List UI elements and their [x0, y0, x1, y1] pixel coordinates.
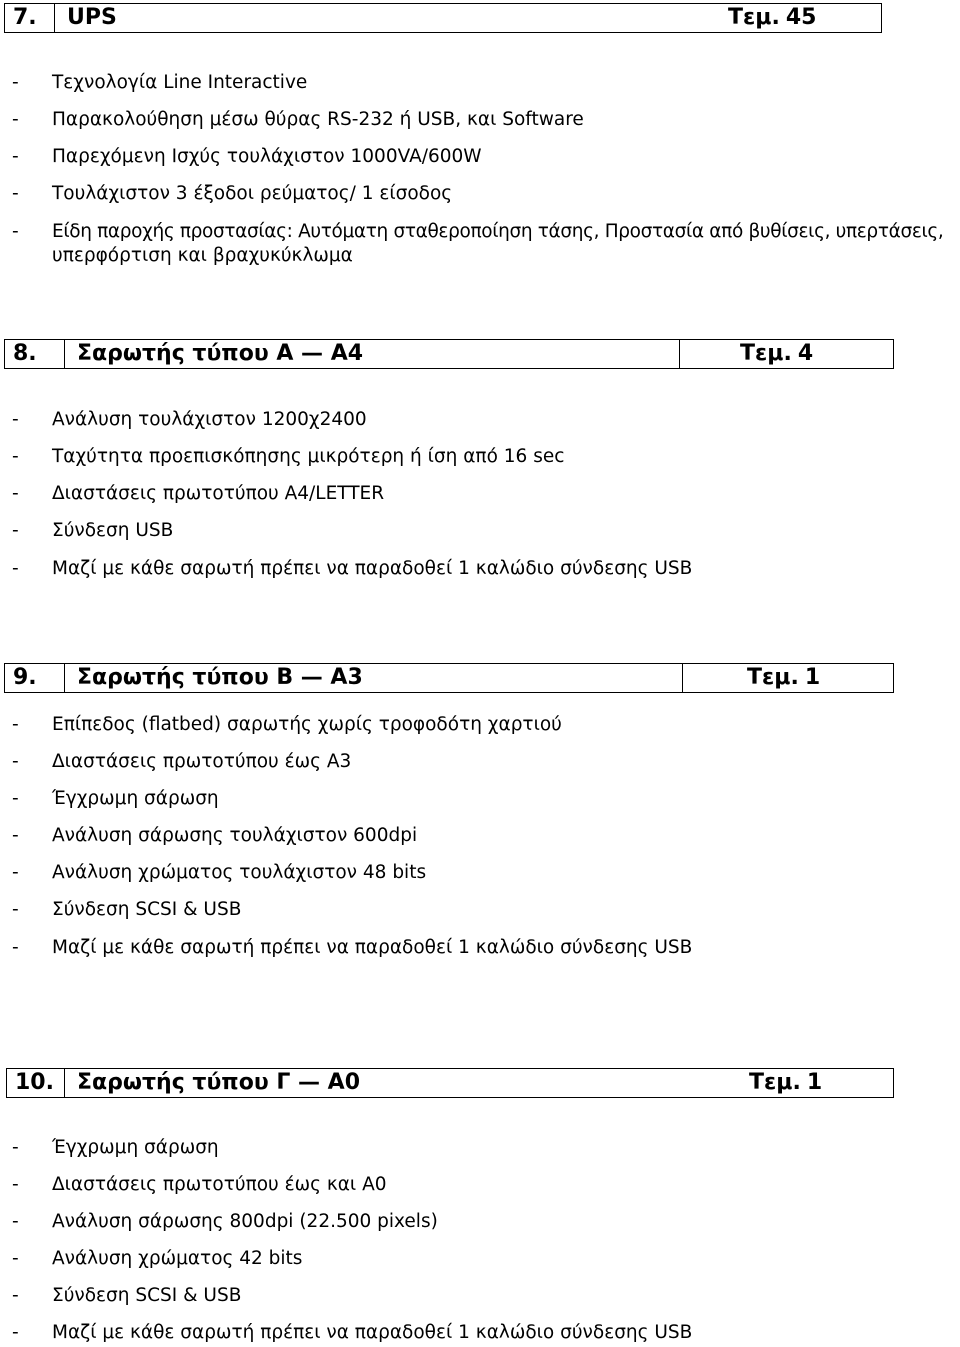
qty-value: 1	[806, 1070, 823, 1095]
section-10-header	[6, 1068, 894, 1098]
list-item: - Παρακολούθηση μέσω θύρας RS-232 ή USB, και Software	[12, 109, 584, 130]
list-item: - Ανάλυση χρώματος 42 bits	[12, 1248, 303, 1269]
list-item-continuation: υπερφόρτιση και βραχυκύκλωμα	[52, 245, 353, 266]
qty-value: 4	[797, 341, 814, 366]
section-9-qty	[747, 664, 826, 692]
list-item: - Διαστάσεις πρωτοτύπου έως και Α0	[12, 1174, 387, 1195]
list-item: - Επίπεδος (flatbed) σαρωτής χωρίς τροφοδότη χαρτιού	[12, 714, 562, 735]
qty-label: Τεμ.	[728, 5, 780, 30]
section-10-title: Σαρωτής τύπου Γ — Α0	[77, 1070, 361, 1095]
section-8-qty	[740, 340, 819, 368]
section-8-number: 8.	[5, 340, 65, 368]
section-7-title: UPS	[67, 5, 117, 30]
qty-value: 45	[785, 5, 817, 30]
qty-label: Τεμ.	[747, 665, 799, 690]
section-7-header	[4, 3, 882, 33]
list-item: - Ανάλυση σάρωσης τουλάχιστον 600dpi	[12, 825, 418, 846]
list-item: - Σύνδεση SCSI & USB	[12, 899, 242, 920]
list-item: - Ανάλυση τουλάχιστον 1200χ2400	[12, 409, 367, 430]
list-item: - Τεχνολογία Line Interactive	[12, 72, 308, 93]
section-7-number: 7.	[5, 4, 55, 32]
list-item: - Διαστάσεις πρωτοτύπου Α4/LETTER	[12, 483, 385, 504]
section-9-title: Σαρωτής τύπου Β — Α3	[65, 664, 683, 692]
list-item: - Έγχρωμη σάρωση	[12, 788, 219, 809]
section-10-number: 10.	[7, 1069, 65, 1097]
list-item: - Μαζί με κάθε σαρωτή πρέπει να παραδοθεί 1 καλώδιο σύνδεσης USB	[12, 558, 693, 579]
list-item: - Τουλάχιστον 3 έξοδοι ρεύματος/ 1 είσοδος	[12, 183, 453, 204]
section-8-title: Σαρωτής τύπου Α — Α4	[65, 340, 680, 368]
list-item: - Σύνδεση SCSI & USB	[12, 1285, 242, 1306]
section-9-number: 9.	[5, 664, 65, 692]
section-8-header	[4, 339, 894, 369]
qty-label: Τεμ.	[749, 1070, 801, 1095]
list-item: - Σύνδεση USB	[12, 520, 174, 541]
list-item: - Ανάλυση χρώματος τουλάχιστον 48 bits	[12, 862, 427, 883]
section-9-header	[4, 663, 894, 693]
qty-value: 1	[804, 665, 821, 690]
list-item: - Μαζί με κάθε σαρωτή πρέπει να παραδοθεί 1 καλώδιο σύνδεσης USB	[12, 1322, 693, 1343]
section-7-qty	[728, 4, 822, 32]
list-item: - Ανάλυση σάρωσης 800dpi (22.500 pixels)	[12, 1211, 438, 1232]
list-item: - Παρεχόμενη Ισχύς τουλάχιστον 1000VA/600W	[12, 146, 482, 167]
list-item: - Έγχρωμη σάρωση	[12, 1137, 219, 1158]
list-item: - Είδη παροχής προστασίας: Αυτόματη σταθεροποίηση τάσης, Προστασία από βυθίσεις, υπερτάσεις,	[12, 221, 944, 242]
list-item: - Μαζί με κάθε σαρωτή πρέπει να παραδοθεί 1 καλώδιο σύνδεσης USB	[12, 937, 693, 958]
list-item: - Ταχύτητα προεπισκόπησης μικρότερη ή ίση από 16 sec	[12, 446, 565, 467]
section-10-qty	[749, 1069, 828, 1097]
qty-label: Τεμ.	[740, 341, 792, 366]
list-item: - Διαστάσεις πρωτοτύπου έως Α3	[12, 751, 352, 772]
